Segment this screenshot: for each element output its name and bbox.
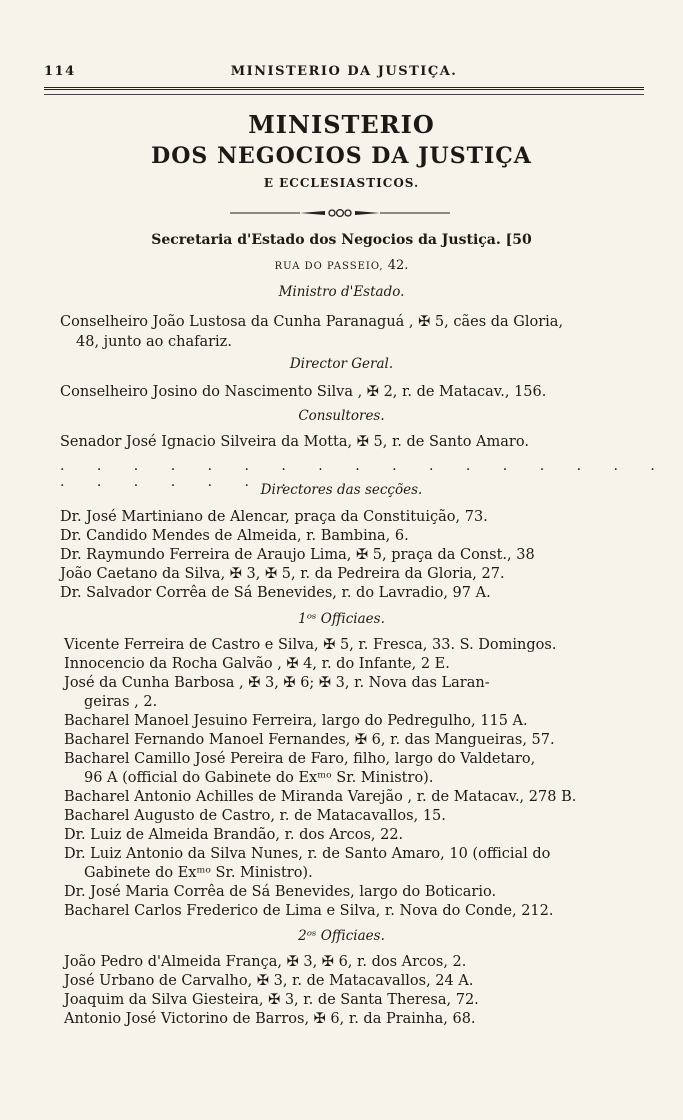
entry-line: Conselheiro João Lustosa da Cunha Paranaguá , ✠ 5, cães da Gloria,: [60, 314, 564, 330]
entry-line: Innocencio da Rocha Galvão , ✠ 4, r. do Infante, 2 E.: [64, 656, 450, 672]
header-rule-double: [44, 87, 644, 90]
entry-line: Bacharel Antonio Achilles de Miranda Varejão , r. de Matacav., 278 B.: [64, 789, 577, 805]
secretaria-heading: Secretaria d'Estado dos Negocios da Justiça. [50: [151, 232, 532, 248]
entry-line: Dr. Salvador Corrêa de Sá Benevides, r. do Lavradio, 97 A.: [60, 585, 491, 601]
entry-line: Bacharel Camillo José Pereira de Faro, filho, largo do Valdetaro,: [64, 751, 536, 767]
entry-line: Dr. Candido Mendes de Almeida, r. Bambina, 6.: [60, 528, 409, 544]
entry-line: Dr. Raymundo Ferreira de Araujo Lima, ✠ 5, praça da Const., 38: [60, 547, 535, 563]
section-primeiros-officiaes: 1ᵒˢ Officiaes.: [298, 611, 385, 627]
title-negocios: DOS NEGOCIOS DA JUSTIÇA: [151, 143, 532, 169]
section-ministro: Ministro d'Estado.: [278, 284, 405, 300]
entry-line: 48, junto ao chafariz.: [76, 334, 232, 350]
entry-line: Bacharel Manoel Jesuino Ferreira, largo do Pedregulho, 115 A.: [64, 713, 528, 729]
entry-line: Dr. José Maria Corrêa de Sá Benevides, largo do Boticario.: [64, 884, 497, 900]
section-consultores: Consultores.: [298, 408, 385, 424]
entry-line: João Pedro d'Almeida França, ✠ 3, ✠ 6, r. dos Arcos, 2.: [64, 954, 467, 970]
entry-line: Joaquim da Silva Giesteira, ✠ 3, r. de Santa Theresa, 72.: [64, 992, 479, 1008]
entry-line: Gabinete do Exᵐᵒ Sr. Ministro).: [84, 865, 313, 881]
header-rule-thin: [44, 94, 644, 95]
entry-line: José da Cunha Barbosa , ✠ 3, ✠ 6; ✠ 3, r. Nova das Laran-: [64, 675, 490, 691]
title-ecclesiasticos: E ECCLESIASTICOS.: [263, 176, 420, 190]
entry-line: Bacharel Fernando Manoel Fernandes, ✠ 6, r. das Mangueiras, 57.: [64, 732, 555, 748]
section-director: Director Geral.: [289, 356, 394, 372]
entry-line: José Urbano de Carvalho, ✠ 3, r. de Matacavallos, 24 A.: [64, 973, 474, 989]
title-ministerio: MINISTERIO: [248, 110, 435, 139]
page-number: 114: [44, 64, 76, 79]
ornament-divider-icon: [230, 207, 450, 219]
running-header: [44, 64, 644, 84]
running-title: MINISTERIO DA JUSTIÇA.: [230, 64, 458, 79]
entry-line: Vicente Ferreira de Castro e Silva, ✠ 5, r. Fresca, 33. S. Domingos.: [64, 637, 557, 653]
ellipsis-dots: . . . . . . . . . . . . . . . . . . . . . . . .: [60, 458, 669, 490]
entry-line: geiras , 2.: [84, 694, 158, 710]
entry-line: Bacharel Carlos Frederico de Lima e Silva, r. Nova do Conde, 212.: [64, 903, 554, 919]
entry-line: João Caetano da Silva, ✠ 3, ✠ 5, r. da Pedreira da Gloria, 27.: [60, 566, 505, 582]
entry-line: Dr. Luiz de Almeida Brandão, r. dos Arcos, 22.: [64, 827, 404, 843]
secretaria-address: [0, 258, 683, 273]
address-street: RUA DO PASSEIO,: [274, 261, 384, 272]
entry-line: Dr. Luiz Antonio da Silva Nunes, r. de Santo Amaro, 10 (official do: [64, 846, 551, 862]
address-number: 42.: [387, 258, 409, 273]
entry-line: Senador José Ignacio Silveira da Motta, ✠ 5, r. de Santo Amaro.: [60, 434, 529, 450]
entry-line: Antonio José Victorino de Barros, ✠ 6, r. da Prainha, 68.: [64, 1011, 476, 1027]
section-segundos-officiaes: 2ᵒˢ Officiaes.: [298, 928, 385, 944]
entry-line: 96 A (official do Gabinete do Exᵐᵒ Sr. Ministro).: [84, 770, 434, 786]
section-directores: Directores das secções.: [260, 482, 423, 498]
entry-line: Dr. José Martiniano de Alencar, praça da Constituição, 73.: [60, 509, 488, 525]
entry-line: Bacharel Augusto de Castro, r. de Matacavallos, 15.: [64, 808, 446, 824]
entry-line: Conselheiro Josino do Nascimento Silva , ✠ 2, r. de Matacav., 156.: [60, 384, 547, 400]
